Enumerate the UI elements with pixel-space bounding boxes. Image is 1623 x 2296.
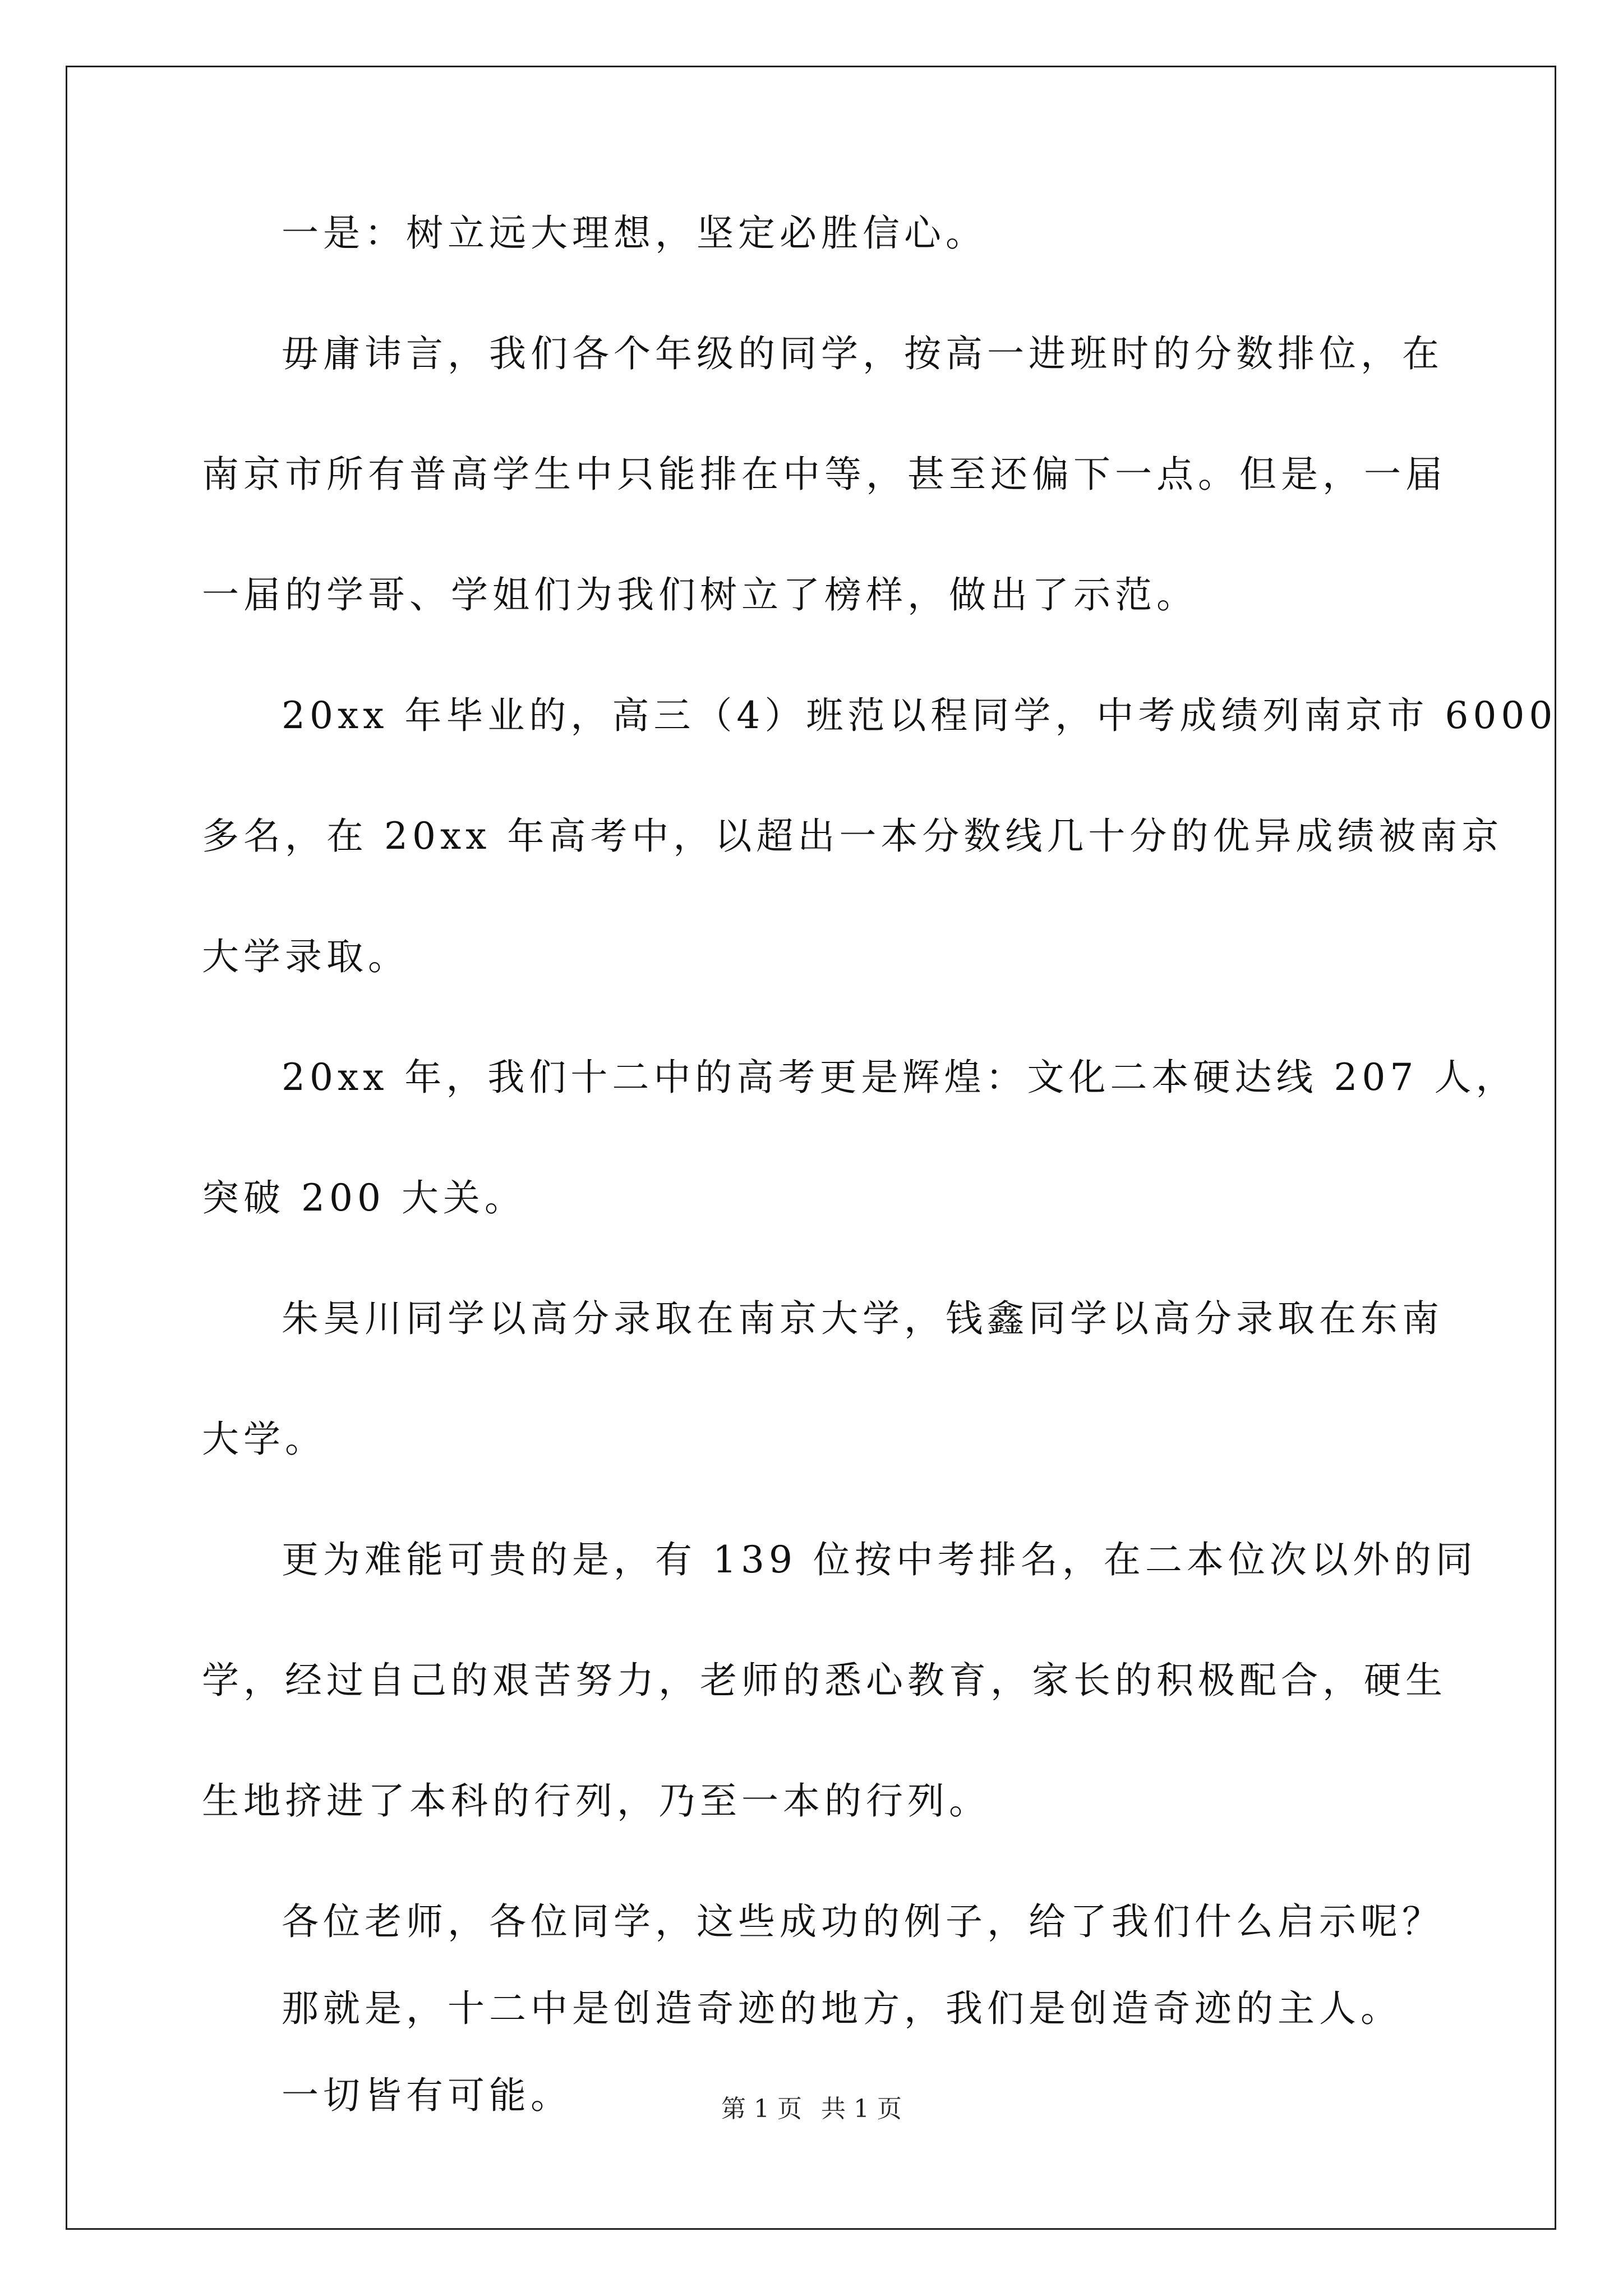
paragraph-line: 多名，在 20xx 年高考中，以超出一本分数线几十分的优异成绩被南京 [202, 815, 1504, 858]
paragraph-line: 20xx 年毕业的，高三（4）班范以程同学，中考成绩列南京市 6000 [282, 694, 1557, 737]
paragraph-line: 朱昊川同学以高分录取在南京大学，钱鑫同学以高分录取在东南 [282, 1297, 1444, 1340]
paragraph-line: 20xx 年，我们十二中的高考更是辉煌：文化二本硬达线 207 人， [282, 1056, 1518, 1099]
page-footer [0, 2092, 1623, 2126]
paragraph-line: 一切皆有可能。 [282, 2074, 572, 2117]
paragraph-line: 一届的学哥、学姐们为我们树立了榜样，做出了示范。 [202, 573, 1198, 616]
paragraph-line: 一是：树立远大理想，坚定必胜信心。 [282, 211, 987, 255]
page-number: 第 1 页 [721, 2095, 802, 2123]
paragraph-line: 那就是，十二中是创造奇迹的地方，我们是创造奇迹的主人。 [282, 1987, 1402, 2030]
paragraph-line: 大学。 [202, 1418, 326, 1461]
paragraph-line: 生地挤进了本科的行列，乃至一本的行列。 [202, 1779, 990, 1823]
paragraph-line: 大学录取。 [202, 935, 409, 978]
paragraph-line: 南京市所有普高学生中只能排在中等，甚至还偏下一点。但是，一届 [202, 453, 1447, 496]
page-total: 共 1 页 [821, 2095, 902, 2123]
paragraph-line: 学，经过自己的艰苦努力，老师的悉心教育，家长的积极配合，硬生 [202, 1659, 1447, 1702]
paragraph-line: 突破 200 大关。 [202, 1176, 526, 1220]
paragraph-line: 各位老师，各位同学，这些成功的例子，给了我们什么启示呢？ [282, 1900, 1444, 1943]
paragraph-line: 更为难能可贵的是，有 139 位按中考排名，在二本位次以外的同 [282, 1538, 1477, 1581]
paragraph-line: 毋庸讳言，我们各个年级的同学，按高一进班时的分数排位，在 [282, 332, 1444, 375]
